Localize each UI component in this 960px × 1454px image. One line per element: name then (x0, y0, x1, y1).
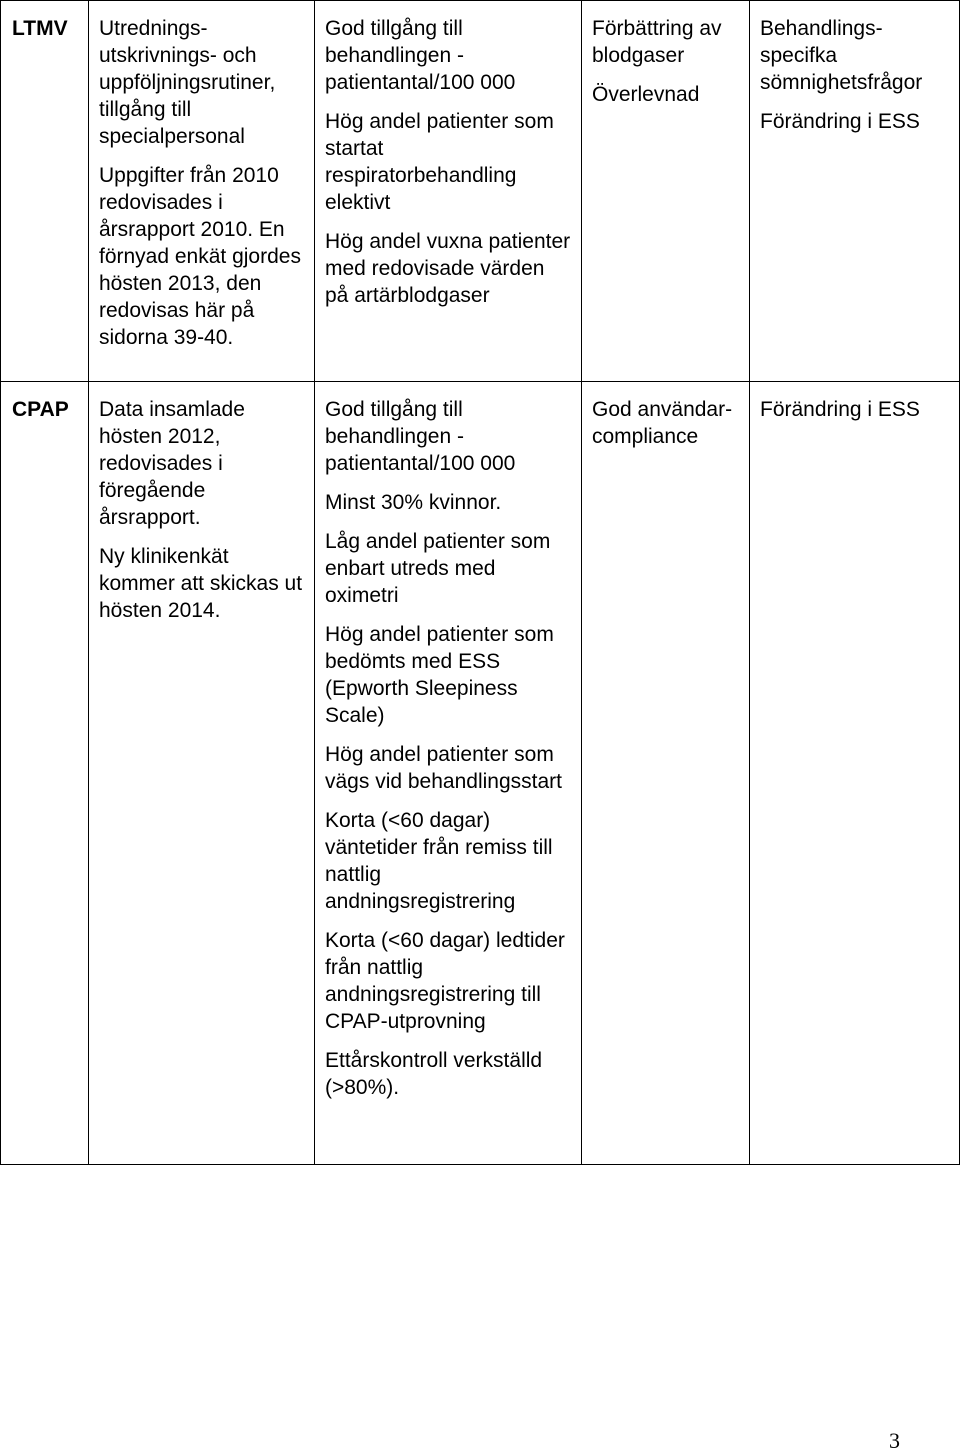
row-label-text: CPAP (12, 398, 69, 421)
cell-routines-cpap (89, 382, 315, 1165)
cell-paragraph: Förändring i ESS (760, 398, 920, 421)
cell-outcomes-ltmv (582, 1, 750, 382)
cell-paragraph: Utrednings-utskrivnings- och uppföljningsrutiner, tillgång till specialpersonal (99, 17, 276, 148)
cell-paragraph: Korta (<60 dagar) väntetider från remiss till nattlig andningsregistrering (325, 809, 553, 913)
cell-paragraph: Låg andel patienter som enbart utreds med oximetri (325, 530, 551, 607)
cell-paragraph: God tillgång till behandlingen - patientantal/100 000 (325, 17, 516, 94)
cell-paragraph: Korta (<60 dagar) ledtider från nattlig andningsregistrering till CPAP-utprovning (325, 929, 565, 1033)
cell-paragraph: God användar-compliance (592, 398, 733, 448)
cell-paragraph: God tillgång till behandlingen - patientantal/100 000 (325, 398, 516, 475)
page-number: 3 (889, 1428, 900, 1453)
cell-paragraph: Hög andel patienter som bedömts med ESS (Epworth Sleepiness Scale) (325, 623, 554, 727)
cell-paragraph: Överlevnad (592, 83, 700, 106)
cell-outcomes-cpap (582, 382, 750, 1165)
cell-indicators-ltmv (315, 1, 582, 382)
cell-patient-measures-cpap (750, 382, 960, 1165)
table-row-cpap (1, 382, 960, 1165)
cell-paragraph: Minst 30% kvinnor. (325, 491, 502, 514)
cell-routines-ltmv (89, 1, 315, 382)
cell-paragraph: Hög andel patienter som startat respiratorbehandling elektivt (325, 110, 554, 214)
cell-paragraph: Ettårskontroll verkställd (>80%). (325, 1049, 543, 1099)
cell-indicators-cpap (315, 382, 582, 1165)
cell-paragraph: Uppgifter från 2010 redovisades i årsrapport 2010. En förnyad enkät gjordes hösten 2013, den redovisas här på sidorna 39-40. (99, 164, 301, 349)
row-label-ltmv (1, 1, 89, 382)
cell-patient-measures-ltmv (750, 1, 960, 382)
cell-paragraph: Behandlings-specifka sömnighetsfrågor (760, 17, 923, 94)
cell-paragraph: Hög andel patienter som vägs vid behandlingsstart (325, 743, 562, 793)
row-label-text: LTMV (12, 17, 68, 40)
cell-paragraph: Hög andel vuxna patienter med redovisade värden på artärblodgaser (325, 230, 571, 307)
cell-paragraph: Ny klinikenkät kommer att skickas ut hösten 2014. (99, 545, 303, 622)
cell-paragraph: Data insamlade hösten 2012, redovisades i föregående årsrapport. (99, 398, 245, 529)
cell-paragraph: Förbättring av blodgaser (592, 17, 722, 67)
table-row-ltmv (1, 1, 960, 382)
row-label-cpap (1, 382, 89, 1165)
cell-paragraph: Förändring i ESS (760, 110, 920, 133)
